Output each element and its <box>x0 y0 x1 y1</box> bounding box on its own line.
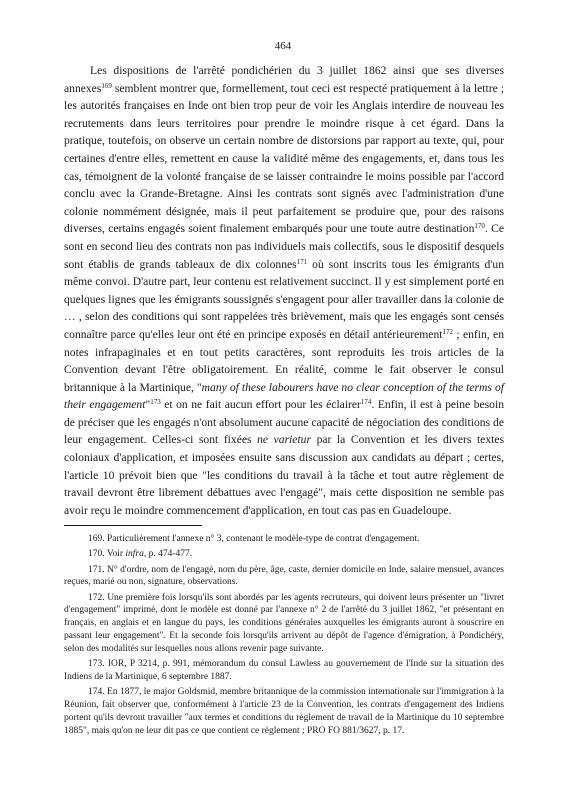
footnote-171: 171. N° d'ordre, nom de l'engagé, nom du père, âge, caste, dernier domicile en Inde, salaire mensuel, avances reçues, marié ou non, signature, observations. <box>64 564 504 588</box>
footnote-173: 173. IOR, P 3214, p. 991, mémorandum du consul Lawless au gouvernement de l'Inde sur la situation des Indiens de la Martinique, 6 septembre 1887. <box>64 659 504 682</box>
body-text-segment: semblent montrer que, formellement, tout ceci est respecté pratiquement à la lettre ; les autorités françaises en Inde ont bien trop peur de voir les Anglais interdire de nouveau les recrutements dans leurs territoires pour prendre le moindre risque à cet égard. Dans la pratique, toutefois, on observe un certain nombre de distorsions par rapport au texte, qui, pour certaines d'entre elles, remettent en cause la validité même des engagements, et, dans tous les cas, témoignent de la volonté française de se laisser contraindre le moins possible par l'accord conclu avec la Grande-Bretagne. Ainsi les contrats sont signés avec l'administration d'une colonie nommément désignée, mais il peut parfaitement se produire que, pour des raisons diverses, certains engagés soient finalement embarqués pour une toute autre destination <box>64 81 504 236</box>
body-text-segment: . Ce sont en second lieu des contrats non pas individuels mais collectifs, sous le dispositif desquels sont établis de grands tableaux de dix colonnes <box>64 222 504 271</box>
body-text-segment: par la Convention et les divers textes coloniaux d'application, et imposées ensuite sans discussion aux candidats au départ ; certes, l'article 10 prévoit bien que "les conditions du travail à la tâche et tout autre règlement de travail devront être librement débattues avec l'engagé", mais cette disposition ne semble pas avoir reçu le moindre commencement d'application, en tout cas pas en Guadeloupe. <box>64 433 504 517</box>
footnote-ref-172[interactable]: 172 <box>442 327 453 336</box>
footnote-ref-171[interactable]: 171 <box>296 257 308 266</box>
english-quotation: many of these labourers have no clear conception of the terms of their engagement <box>64 380 504 412</box>
footnote-ref-169[interactable]: 169 <box>101 81 112 90</box>
footnote-text: , p. 474-477. <box>143 549 193 560</box>
body-text-segment: . Enfin, il est à peine besoin de préciser que les engagés n'ont absolument aucune capacité de négociation des conditions de leur engagement. Celles-ci sont fixées <box>64 398 505 447</box>
latin-phrase: ne varietur <box>257 433 311 447</box>
body-text-segment: ; enfin, en notes infrapaginales et en tout petits caractères, sont reproduits les trois articles de la Convention devant l'être obligatoirement. En réalité, comme le fait observer le consul britannique à la Martinique, " <box>64 327 504 394</box>
footnote-172: 172. Une première fois lorsqu'ils sont abordés par les agents recruteurs, qui doivent leurs présenter un "livret d'engagement" imprimé, dont le modèle est donné par l'annexe n° 2 de l'arrêté du 3 juillet 1862, "et présentant en français, en anglais et en langue du pays, les conditions générales auxquelles les émigrants auront à souscrire en passant leur engagement". Et la seconde fois lorsqu'ils arrivent au dépôt de l'agence d'émigration, à Pondichéry, selon des modalités sur lesquelles nous allons revenir page suivante. <box>64 592 504 654</box>
footnote-text: 170. Voir <box>88 549 126 560</box>
body-text-segment: où sont inscrits tous les émigrants d'un même convoi. D'autre part, leur contenu est relativement succinct. Il y est simplement porté en quelques lignes que les émigrants soussignés s'engagent pour aller travailler dans la colonie de … , selon des conditions qui sont rappelées très brièvement, mais que les engagés sont censés connaître parce qu'elles leur ont été en principe exposés en détail antérieurement <box>64 257 504 341</box>
footnote-169: 169. Particulièrement l'annexe n° 3, contenant le modèle-type de contrat d'engagement. <box>88 534 420 544</box>
body-paragraph <box>64 62 504 519</box>
footnotes-section <box>64 533 504 740</box>
body-text-segment: Les dispositions de l'arrêté pondichérien du 3 juillet 1862 ainsi que ses diverses annexes <box>64 64 504 95</box>
footnote-italic: infra <box>125 549 144 560</box>
footnote-ref-174[interactable]: 174 <box>360 398 372 407</box>
body-text-segment: et on ne fait aucun effort pour les éclairer <box>160 398 361 412</box>
body-text-segment: " <box>145 398 151 412</box>
footnote-separator <box>64 525 202 526</box>
footnote-174: 174. En 1877, le major Goldsmid, membre britannique de la commission internationale sur l'immigration à la Réunion, fait observer que, conformément à l'article 23 de la Convention, les contrats d'engagement des Indiens portent qu'ils devront travailler "aux termes et conditions du règlement de travail de la Martinique du 10 septembre 1885", mais qu'on ne leur dit pas ce que contient ce règlement ; PRO FO 881/3627, p. 17. <box>64 687 504 736</box>
footnote-ref-173[interactable]: 173 <box>150 398 161 407</box>
page-number: 464 <box>274 40 292 52</box>
footnote-170 <box>64 548 504 561</box>
footnote-ref-170[interactable]: 170 <box>474 222 485 231</box>
